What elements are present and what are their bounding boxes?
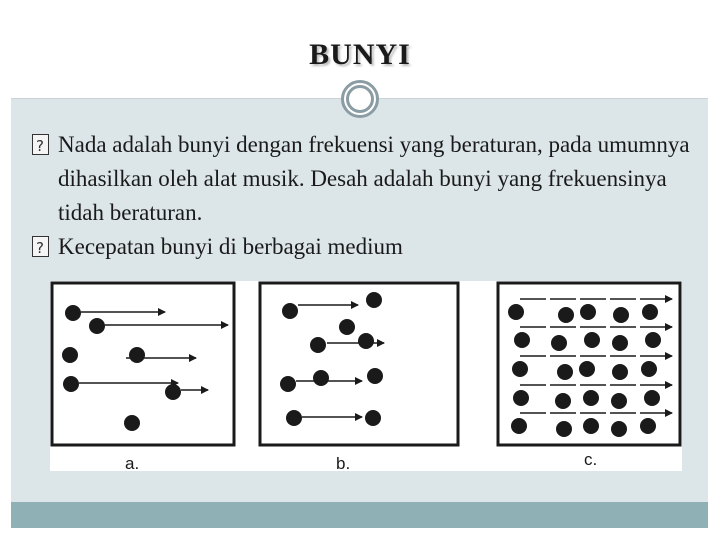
particle (645, 332, 661, 348)
particle (367, 368, 383, 384)
particle (612, 364, 628, 380)
particle (282, 303, 298, 319)
particle (358, 333, 374, 349)
panel-a-particles (62, 305, 228, 431)
particle (310, 337, 326, 353)
bullet-item (32, 230, 702, 264)
panel-a-label: a. (125, 454, 140, 471)
panel-b-particles (280, 292, 384, 426)
panel-c-particles (508, 299, 672, 437)
particle (508, 304, 524, 320)
particle (557, 364, 573, 380)
particle (286, 410, 302, 426)
panel-a-box (52, 283, 234, 445)
particle (613, 307, 629, 323)
particle (511, 418, 527, 434)
particle (165, 384, 181, 400)
circle-ornament-inner (346, 85, 374, 113)
particle (611, 421, 627, 437)
particle (584, 332, 600, 348)
particle (583, 418, 599, 434)
particle (640, 418, 656, 434)
particle (63, 376, 79, 392)
bullet-item (32, 128, 702, 230)
panel-b-label: b. (336, 454, 351, 471)
footer-bar (11, 502, 708, 528)
particle (555, 393, 571, 409)
particle (642, 304, 658, 320)
particle (280, 376, 296, 392)
bullet-icon (32, 134, 49, 155)
particle (579, 361, 595, 377)
page-title: BUNYI (309, 38, 411, 71)
particle (641, 361, 657, 377)
particle (644, 390, 660, 406)
particle (558, 307, 574, 323)
bullet-icon (32, 236, 49, 257)
particle (611, 393, 627, 409)
particle (89, 318, 105, 334)
particle (129, 347, 145, 363)
bullet-text: Kecepatan bunyi di berbagai medium (58, 234, 403, 259)
particle (65, 305, 81, 321)
particle (313, 370, 329, 386)
particle (512, 361, 528, 377)
particle (124, 415, 140, 431)
particle (514, 332, 530, 348)
bullet-text: Nada adalah bunyi dengan frekuensi yang beraturan, pada umumnya dihasilkan oleh alat musik. Desah adalah bunyi yang frekuensinya tidah beraturan. (58, 132, 690, 225)
particle-figure (50, 281, 682, 471)
particle (339, 319, 355, 335)
panel-c-label: c. (584, 450, 598, 469)
particle (551, 335, 567, 351)
particle (513, 390, 529, 406)
particle (365, 410, 381, 426)
particle (62, 347, 78, 363)
particle (556, 421, 572, 437)
bullet-list (32, 128, 702, 264)
particle (580, 304, 596, 320)
particle-diagram (50, 281, 682, 471)
particle (583, 390, 599, 406)
particle (612, 335, 628, 351)
particle (366, 292, 382, 308)
